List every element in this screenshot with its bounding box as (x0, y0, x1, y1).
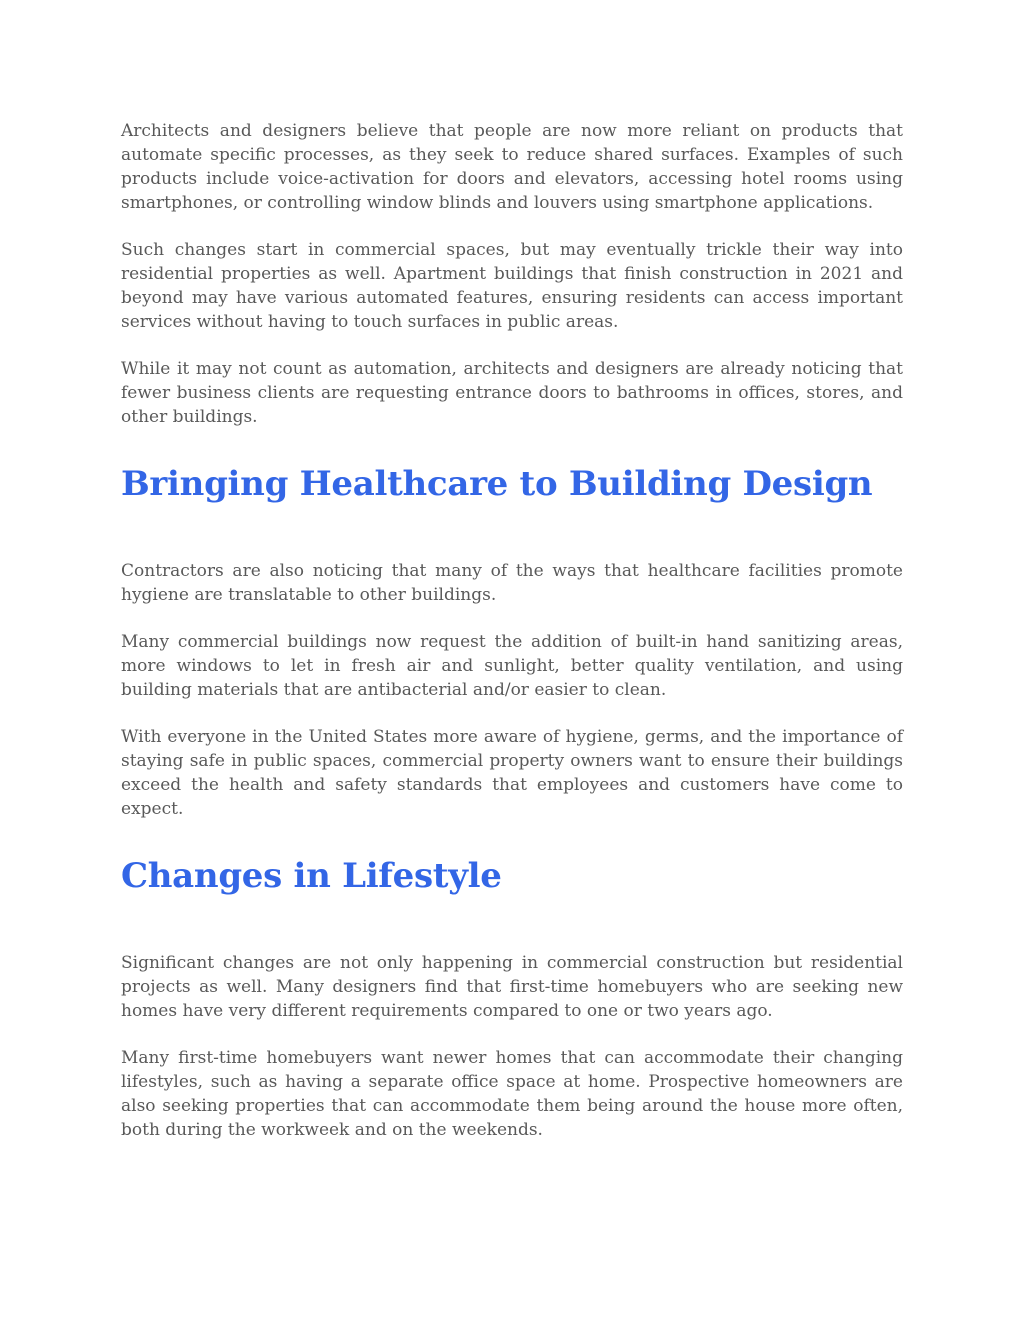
intro-paragraph-1: Architects and designers believe that people are now more reliant on products that automate specific processes, as they seek to reduce shared surfaces. Examples of such products include voice-activation for doors and elevators, accessing hotel rooms using smartphones, or controlling window blinds and louvers using smartphone applications. (121, 121, 903, 213)
lifestyle-paragraph-2: Many first-time homebuyers want newer homes that can accommodate their changing lifestyles, such as having a separate office space at home. Prospective homeowners are also seeking properties that can accommodate them being around the house more often, both during the workweek and on the weekends. (121, 1048, 903, 1140)
lifestyle-paragraph-1: Significant changes are not only happening in commercial construction but residential projects as well. Many designers find that first-time homebuyers who are seeking new homes have very different requirements compared to one or two years ago. (121, 953, 903, 1021)
section-heading-lifestyle: Changes in Lifestyle (121, 856, 502, 896)
section-heading-healthcare: Bringing Healthcare to Building Design (121, 464, 873, 504)
healthcare-paragraph-1: Contractors are also noticing that many of the ways that healthcare facilities promote hygiene are translatable to other buildings. (121, 561, 903, 605)
intro-paragraph-2: Such changes start in commercial spaces, but may eventually trickle their way into residential properties as well. Apartment buildings that finish construction in 2021 and beyond may have various automated features, ensuring residents can access important services without having to touch surfaces in public areas. (121, 240, 903, 332)
document-page (121, 119, 903, 1165)
intro-paragraph-3: While it may not count as automation, architects and designers are already noticing that fewer business clients are requesting entrance doors to bathrooms in offices, stores, and other buildings. (121, 359, 903, 427)
healthcare-paragraph-2: Many commercial buildings now request the addition of built-in hand sanitizing areas, more windows to let in fresh air and sunlight, better quality ventilation, and using building materials that are antibacterial and/or easier to clean. (121, 632, 903, 700)
healthcare-paragraph-3: With everyone in the United States more aware of hygiene, germs, and the importance of staying safe in public spaces, commercial property owners want to ensure their buildings exceed the health and safety standards that employees and customers have come to expect. (121, 727, 903, 819)
